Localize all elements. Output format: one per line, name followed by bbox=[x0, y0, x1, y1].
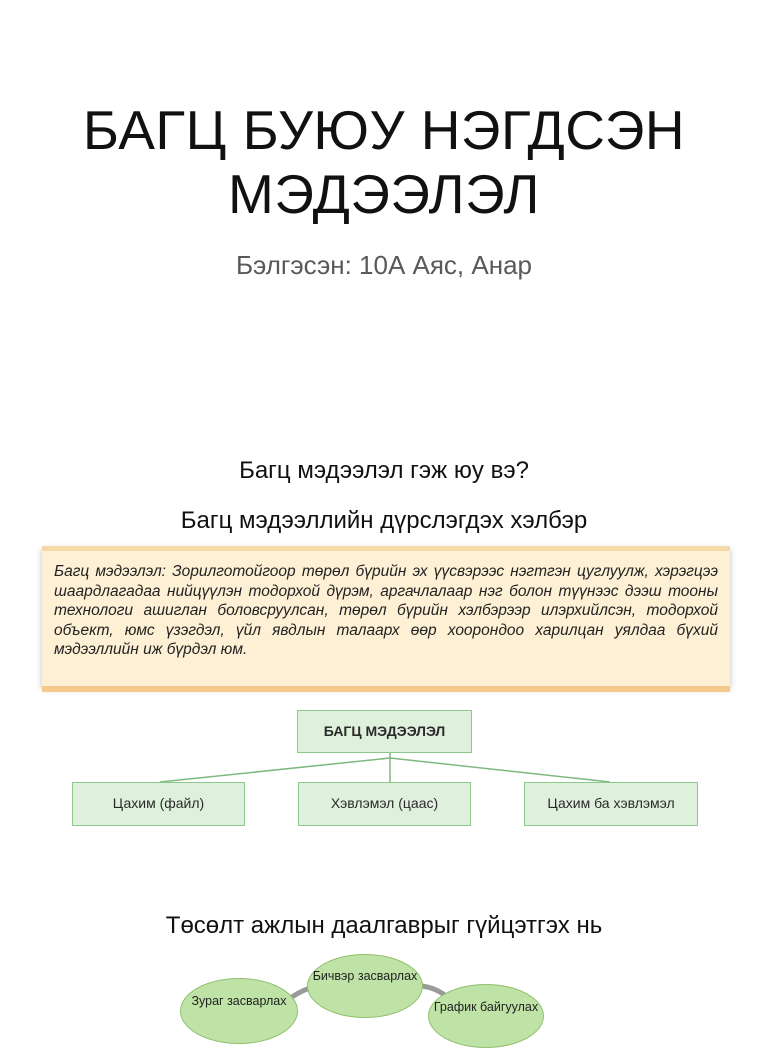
definition-text: Багц мэдээлэл: Зорилготойгоор төрөл бүрийн эх үүсвэрээс нэгтгэн цуглуулж, хэрэгцээ шаардлагадаа нийцүүлэн тодорхой дүрэм, аргачлалаар нэг болон түүнээс дээш тооны технологи ашиглан боловсруулсан, төрөл бүрийн хэлбэрээр илэрхийлсэн, тодорхой объект, юмс үзэгдэл, үйл явдлын талаарх өөр хоорондоо харилцан уялдаа бүхий мэдээллийн иж бүрдэл юм. bbox=[54, 563, 718, 658]
slide-title bbox=[0, 98, 768, 226]
tree-root-box: БАГЦ МЭДЭЭЛЭЛ bbox=[297, 710, 472, 753]
cycle-node-text-editing: Бичвэр засварлах bbox=[307, 954, 423, 1018]
tree-child-print: Хэвлэмэл (цаас) bbox=[298, 782, 471, 826]
slide-title-line2: МЭДЭЭЛЭЛ bbox=[228, 163, 540, 225]
tree-child-digital-and-print: Цахим ба хэвлэмэл bbox=[524, 782, 698, 826]
slide-title-line1: БАГЦ БУЮУ НЭГДСЭН bbox=[82, 99, 686, 161]
definition-card-bottom-band bbox=[42, 686, 730, 692]
definition-card bbox=[42, 546, 730, 686]
cycle-node-graph-building: График байгуулах bbox=[428, 984, 544, 1048]
definition-card-top-band bbox=[42, 546, 730, 551]
tree-child-digital: Цахим (файл) bbox=[72, 782, 245, 826]
question-forms: Багц мэдээллийн дүрслэгдэх хэлбэр bbox=[180, 507, 588, 534]
author-subtitle: Бэлгэсэн: 10А Аяс, Анар bbox=[235, 250, 533, 280]
question-what-is: Багц мэдээлэл гэж юу вэ? bbox=[239, 457, 529, 484]
cycle-node-image-editing: Зураг засварлах bbox=[180, 978, 298, 1044]
question-project-task: Төсөлт ажлын даалгаврыг гүйцэтгэх нь bbox=[165, 912, 603, 939]
